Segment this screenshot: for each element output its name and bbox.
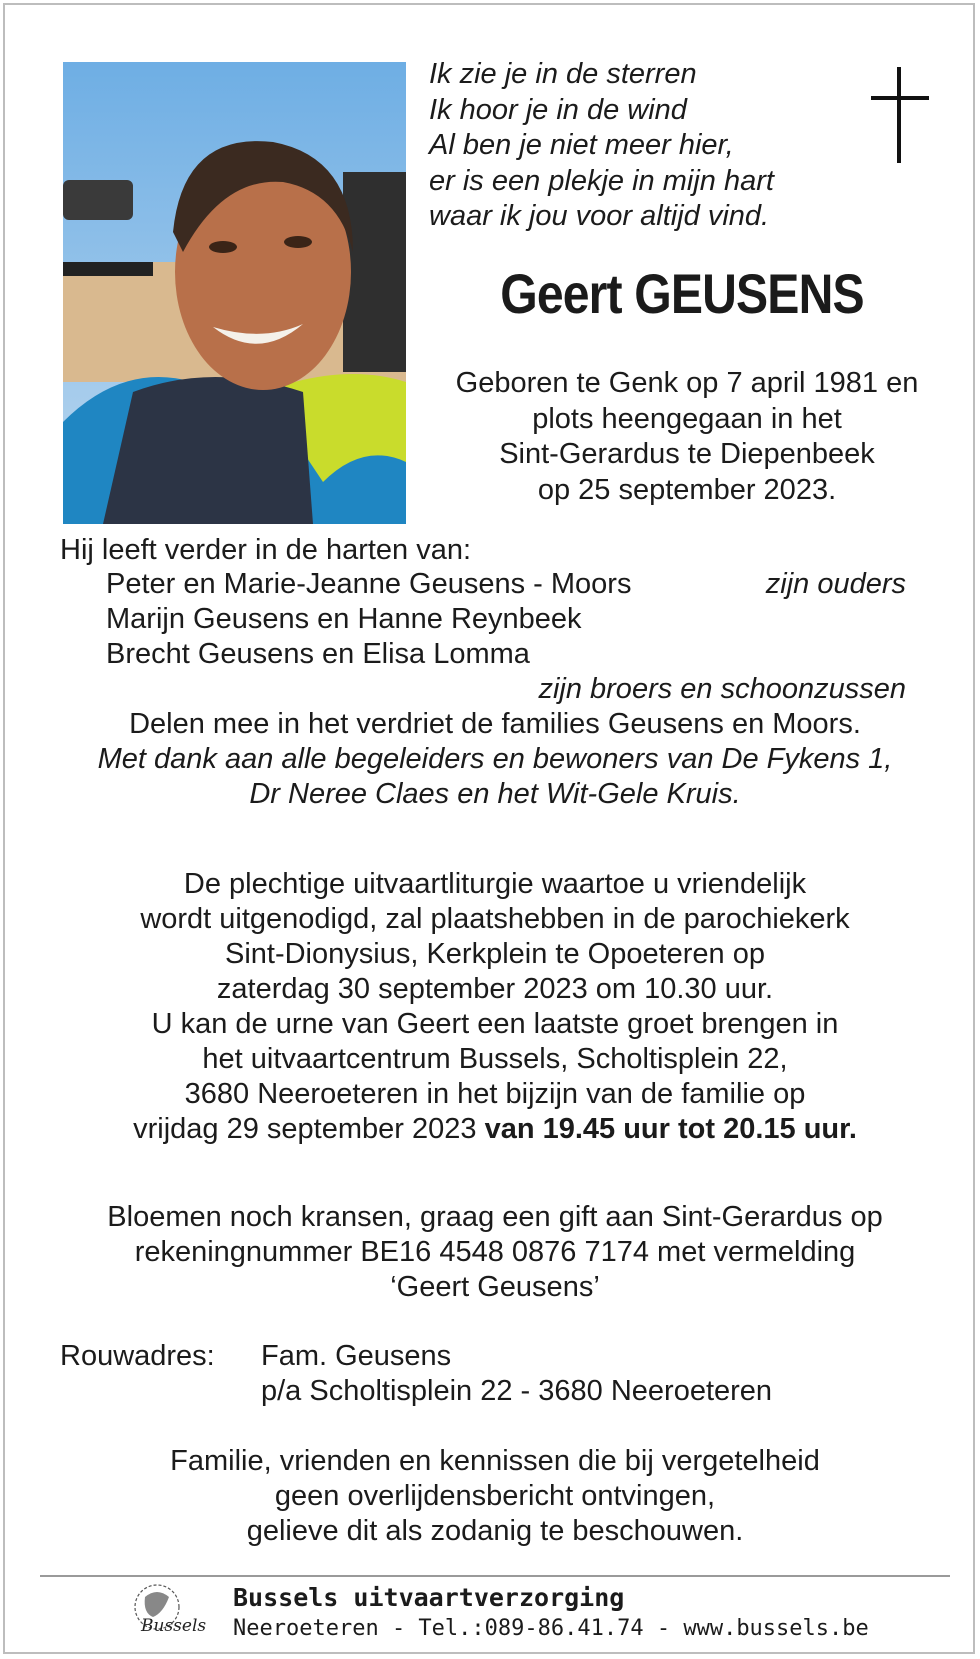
funeral-line: Sint-Dionysius, Kerkplein te Opoeteren op (224, 938, 765, 970)
birth-line: Sint-Gerardus te Diepenbeek (499, 438, 875, 470)
siblings-role: zijn broers en schoonzussen (538, 673, 906, 705)
sibling-line: Marijn Geusens en Hanne Reynbeek (106, 603, 582, 635)
closing-line: Familie, vrienden en kennissen die bij vergetelheid (170, 1445, 820, 1477)
funeral-line: het uitvaartcentrum Bussels, Scholtisplein 22, (202, 1043, 788, 1075)
company-contact: Neeroeteren - Tel.:089-86.41.74 - www.bussels.be (233, 1616, 869, 1641)
poem-line: Al ben je niet meer hier, (429, 129, 734, 161)
obituary-card (3, 3, 975, 1654)
flowers-line: Bloemen noch kransen, graag een gift aan Sint-Gerardus op (107, 1201, 883, 1233)
funeral-line: U kan de urne van Geert een laatste groet brengen in (151, 1008, 839, 1040)
parents-role: zijn ouders (765, 568, 906, 600)
funeral-line: 3680 Neeroeteren in het bijzijn van de familie op (184, 1078, 806, 1110)
birth-death-details (417, 366, 957, 508)
flowers-line: rekeningnummer BE16 4548 0876 7174 met vermelding (134, 1236, 856, 1268)
sibling-line: Brecht Geusens en Elisa Lomma (106, 638, 530, 670)
funeral-line: De plechtige uitvaartliturgie waartoe u vriendelijk (183, 868, 807, 900)
flowers-line: ‘Geert Geusens’ (390, 1271, 600, 1303)
closing-line: geen overlijdensbericht ontvingen, (274, 1480, 716, 1512)
address-line: p/a Scholtisplein 22 - 3680 Neeroeteren (261, 1375, 773, 1407)
family-intro: Hij leeft verder in de harten van: (60, 534, 472, 566)
poem-line: Ik hoor je in de wind (429, 93, 687, 126)
address-line: Fam. Geusens (261, 1340, 452, 1372)
funeral-line: zaterdag 30 september 2023 om 10.30 uur. (216, 973, 774, 1005)
address-label: Rouwadres: (60, 1340, 215, 1372)
footer-divider (40, 1575, 950, 1577)
poem-line: waar ik jou voor altijd vind. (429, 200, 770, 232)
funeral-line: wordt uitgenodigd, zal plaatshebben in de parochiekerk (140, 903, 850, 935)
deceased-name: Geert GEUSENS (500, 262, 864, 325)
families-share: Delen mee in het verdriet de families Geusens en Moors. (129, 708, 861, 740)
poem-line: Ik zie je in de sterren (429, 58, 697, 90)
birth-line: Geboren te Genk op 7 april 1981 en (455, 367, 919, 399)
company-logo (123, 1583, 219, 1645)
birth-line: plots heengegaan in het (532, 402, 842, 435)
birth-line: op 25 september 2023. (537, 473, 837, 506)
thanks-line: Dr Neree Claes en het Wit-Gele Kruis. (249, 778, 741, 810)
company-name: Bussels uitvaartverzorging (233, 1583, 625, 1612)
poem-line: er is een plekje in mijn hart (429, 164, 774, 197)
visitation-line (45, 1112, 945, 1147)
portrait-photo (63, 62, 406, 524)
poem (429, 57, 774, 235)
thanks-line: Met dank aan alle begeleiders en bewoners van De Fykens 1, (97, 743, 893, 775)
logo-text: Bussels (141, 1616, 207, 1636)
closing-line: gelieve dit als zodanig te beschouwen. (246, 1515, 744, 1547)
cross-icon (871, 67, 929, 163)
portrait-illustration (63, 62, 406, 524)
visitation-hours: van 19.45 uur tot 20.15 uur. (484, 1113, 857, 1145)
parents-names: Peter en Marie-Jeanne Geusens - Moors (106, 568, 632, 600)
visitation-date: vrijdag 29 september 2023 (133, 1113, 485, 1145)
